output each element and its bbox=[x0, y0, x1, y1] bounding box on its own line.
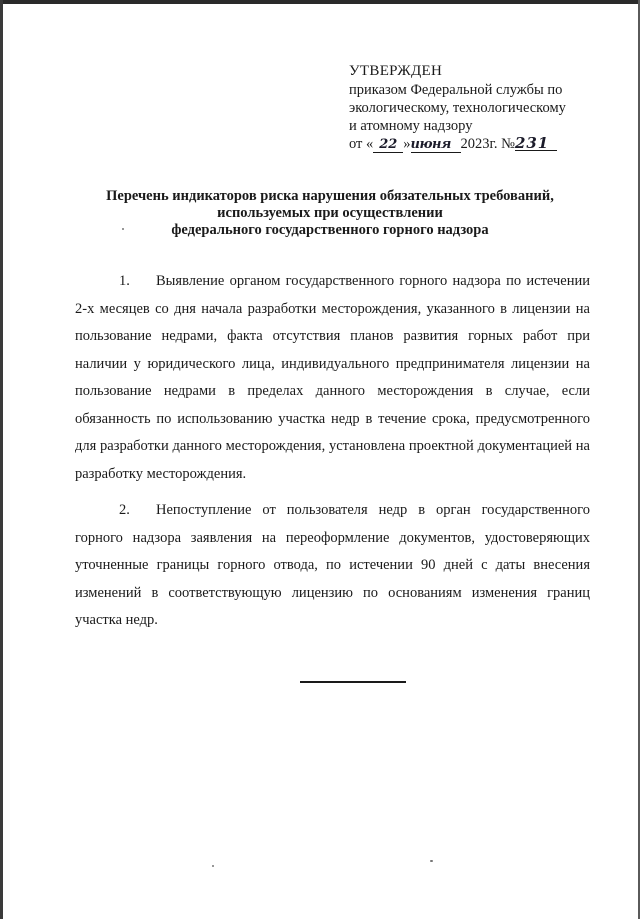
scan-edge-top bbox=[0, 0, 640, 4]
item-text: Непоступление от пользователя недр в орган государственного горного надзора заявления на переоформление документов, удостоверяющих уточненные границы горного отвода, по истечении 90 дней с даты внесения изменений в соответствующую лицензию по основаниям изменения границ участка недр. bbox=[75, 502, 590, 628]
handwritten-order-number: 231 bbox=[515, 136, 557, 151]
handwritten-month: июня bbox=[411, 138, 461, 153]
date-year: 2023г. № bbox=[460, 136, 515, 152]
date-prefix: от « bbox=[349, 136, 374, 152]
approval-line: экологическому, технологическому bbox=[349, 100, 566, 116]
approval-heading: УТВЕРЖДЕН bbox=[349, 63, 443, 79]
scan-speck bbox=[212, 865, 214, 867]
document-title bbox=[80, 188, 580, 239]
item-number: 2. bbox=[119, 502, 130, 518]
document-body bbox=[75, 268, 590, 635]
scan-speck bbox=[430, 860, 433, 862]
approval-line: и атомному надзору bbox=[349, 118, 473, 134]
item-text: Выявление органом государственного горного надзора по истечении 2-х месяцев со дня начала разработки месторождения, указанного в лицензии на пользование недрами, факта отсутствия планов развития горных работ при наличии у юридического лица, индивидуального предпринимателя лицензии на пользование недрами в пределах данного месторождения в случае, если обязанность по использованию участка недр в течение срока, предусмотренного для разработки данного месторождения, установлена проектной документацией на разработку месторождения. bbox=[75, 273, 590, 482]
title-line: федерального государственного горного надзора bbox=[171, 222, 489, 238]
end-rule-divider bbox=[300, 681, 406, 683]
approval-line: приказом Федеральной службы по bbox=[349, 82, 563, 98]
item-number: 1. bbox=[119, 273, 130, 289]
scan-speck bbox=[122, 228, 124, 230]
list-item bbox=[75, 497, 590, 635]
date-mid: » bbox=[403, 136, 411, 152]
approval-date-line bbox=[349, 135, 619, 153]
list-item bbox=[75, 268, 590, 488]
title-line: используемых при осуществлении bbox=[217, 205, 443, 221]
approval-stamp-block bbox=[349, 62, 619, 153]
scan-edge-left bbox=[0, 0, 3, 919]
title-line: Перечень индикаторов риска нарушения обязательных требований, bbox=[106, 188, 554, 204]
handwritten-day: 22 bbox=[373, 138, 403, 153]
